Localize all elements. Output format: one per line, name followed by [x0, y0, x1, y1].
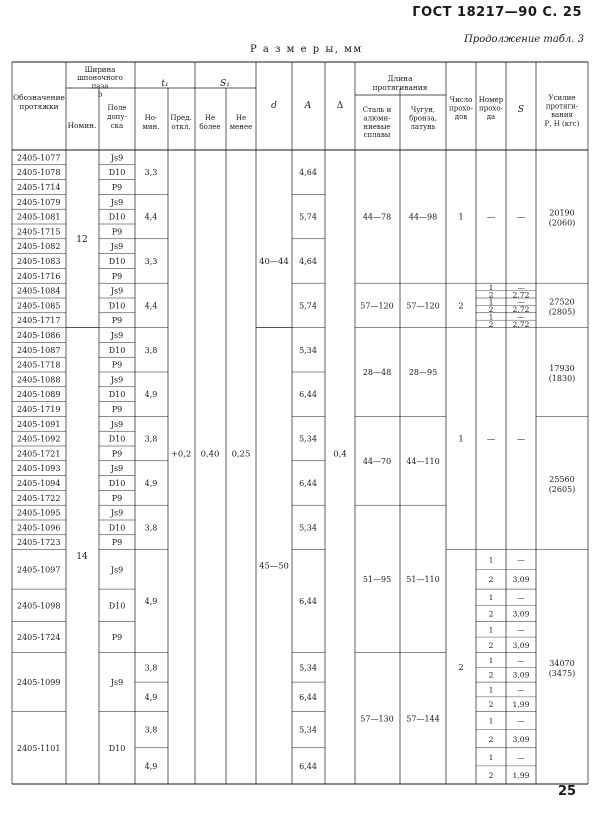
row-designation: 2405-1089 [17, 390, 61, 400]
nominal-width-12: 12 [76, 234, 88, 245]
a-value: 5,34 [299, 663, 317, 673]
length-steel: 57—130 [360, 714, 394, 724]
force-value-n: 34070 [549, 658, 575, 668]
s-dash: — [517, 593, 525, 603]
row-tolerance-field: P9 [111, 183, 123, 192]
row-tolerance-field: Js9 [110, 419, 124, 429]
diameter-range-2: 45—50 [259, 560, 289, 571]
delta-value: 0,4 [333, 448, 347, 459]
iron-header: латунь [410, 122, 436, 131]
slot-width-header: Ширина [84, 66, 116, 74]
row-tolerance-field: D10 [108, 434, 126, 444]
s1-min-value: 0,25 [231, 448, 251, 459]
t1-value: 4,9 [144, 597, 158, 607]
length-iron: 57—144 [406, 714, 440, 724]
force-value-n: 27520 [549, 297, 575, 307]
s-dash: — [517, 282, 525, 292]
s-value: 1,99 [512, 700, 530, 710]
slot-width-header: паза [91, 82, 109, 91]
length-iron: 44—110 [406, 456, 440, 466]
a-value: 4,64 [299, 257, 317, 266]
row-designation: 2405-1719 [17, 405, 61, 414]
s1-max-value: 0,40 [200, 448, 220, 459]
force-value-kgf: (1830) [548, 374, 576, 383]
row-tolerance-field: D10 [108, 301, 126, 311]
sub-pass-2: 2 [488, 640, 494, 650]
pass-count-header: Число [449, 96, 473, 104]
row-designation: 2405-1722 [17, 493, 61, 503]
sub-pass-1: 1 [488, 716, 494, 726]
t1-value: 4,4 [144, 212, 158, 222]
tolerance-field-header: ска [110, 122, 124, 130]
row-tolerance-field: P9 [111, 271, 123, 281]
row-designation: 2405-1094 [17, 479, 61, 488]
row-tolerance-field: Js9 [110, 242, 124, 252]
row-designation: 2405-1092 [17, 434, 61, 444]
force-value-n: 20190 [549, 208, 575, 218]
pass-count-header: дов [454, 113, 468, 122]
row-tolerance-field: Js9 [110, 153, 124, 163]
row-tolerance-field: Js9 [110, 375, 124, 385]
a-value: 6,44 [299, 597, 317, 607]
row-designation: 2405-1723 [17, 538, 61, 548]
row-tolerance-field: P9 [111, 405, 123, 414]
row-tolerance-field: Js9 [110, 197, 124, 207]
row-tolerance-field: P9 [111, 316, 123, 326]
s-dash: — [517, 555, 525, 565]
row-tolerance-field: Js9 [110, 508, 124, 518]
force-value-kgf: (2805) [548, 307, 576, 317]
sub-pass-2: 2 [488, 609, 494, 619]
s1-header: S₁ [220, 79, 230, 89]
force-header: Усилие [548, 94, 576, 102]
s-dash: — [517, 655, 525, 665]
t1-value: 3,8 [144, 523, 158, 533]
a-value: 5,34 [299, 434, 317, 444]
row-designation: 2405-1096 [17, 523, 61, 533]
s1-min-header: Не [235, 114, 247, 122]
row-designation: 2405-1715 [17, 227, 61, 237]
steel-header: алюми- [363, 114, 391, 123]
row-designation: 2405-1085 [17, 301, 61, 311]
row-tolerance-field: Js9 [110, 464, 124, 474]
s-value: 2,72 [512, 290, 530, 300]
s-dash: — [516, 433, 526, 444]
pass-count: 1 [458, 433, 464, 444]
t1-value: 3,8 [144, 663, 158, 673]
a-value: 6,44 [299, 479, 317, 488]
length-iron: 51—110 [406, 574, 440, 584]
sub-pass-1: 1 [488, 297, 494, 307]
sizes-title: Р а з м е р ы, мм [250, 44, 363, 55]
designation-header: Обозначение [13, 93, 65, 102]
s-dash: — [517, 685, 525, 695]
a-value: 5,34 [299, 725, 317, 735]
row-designation: 2405-1093 [17, 464, 61, 474]
row-designation: 2405-1098 [17, 601, 61, 611]
pass-count: 2 [458, 661, 464, 672]
s-value: 3,09 [512, 640, 530, 650]
length-steel: 44—78 [362, 212, 392, 222]
row-designation: 2405-1079 [17, 197, 61, 207]
pass-count-header: прохо- [449, 104, 473, 113]
t1-value: 4,9 [144, 761, 158, 771]
s-value: 2,72 [512, 319, 530, 329]
row-tolerance-field: D10 [108, 479, 126, 488]
row-designation: 2405-1081 [17, 212, 61, 222]
a-value: 6,44 [299, 390, 317, 400]
t1-nominal-header: мин. [142, 123, 160, 131]
sub-pass-2: 2 [488, 305, 494, 315]
sub-pass-2: 2 [488, 700, 494, 710]
force-value-n: 17930 [549, 364, 575, 373]
diameter-range-1: 40—44 [259, 256, 289, 266]
pass-number-dash: — [486, 433, 496, 444]
t1-value: 4,9 [144, 390, 158, 400]
slot-width-header: b [97, 90, 103, 99]
tolerance-field-header: Поле [107, 104, 127, 112]
s-dash: — [517, 752, 525, 762]
t1-deviation-header: откл. [171, 123, 191, 131]
steel-header: ниевые [363, 122, 391, 131]
row-tolerance-field: P9 [111, 538, 123, 548]
a-value: 5,74 [299, 212, 317, 222]
length-steel: 28—48 [362, 368, 392, 377]
table-continuation-note: Продолжение табл. 3 [464, 34, 584, 45]
row-designation: 2405-1084 [17, 286, 61, 296]
designation-header: протяжки [19, 102, 59, 111]
page-number: 25 [558, 784, 577, 799]
sub-pass-2: 2 [488, 290, 494, 300]
row-designation: 2405-1077 [17, 153, 61, 163]
force-value-kgf: (3475) [548, 668, 576, 678]
s-value: 3,09 [512, 575, 530, 585]
row-designation: 2405-1721 [17, 449, 61, 459]
length-steel: 51—95 [362, 574, 392, 584]
a-value: 4,64 [299, 168, 317, 178]
s-dash: — [517, 312, 525, 322]
s1-min-header: менее [229, 123, 253, 131]
row-tolerance-field: D10 [108, 212, 126, 222]
pass-number-header: прохо- [479, 104, 503, 113]
s-dash: — [517, 716, 525, 726]
a-value: 5,34 [299, 345, 317, 355]
force-value-kgf: (2605) [548, 485, 576, 494]
iron-header: Чугун, [410, 106, 436, 114]
pass-count: 2 [458, 300, 464, 311]
row-designation: 2405-1088 [17, 375, 61, 385]
t1-value: 3,8 [144, 434, 158, 444]
pass-number-header: да [486, 113, 496, 122]
row-tolerance-field: D10 [108, 743, 126, 753]
row-tolerance-field: P9 [111, 493, 123, 503]
pass-number-dash: — [486, 211, 496, 222]
s-dash: — [517, 297, 525, 307]
s-value: 1,99 [512, 770, 530, 780]
row-designation: 2405-1717 [17, 316, 61, 326]
a-value: 6,44 [299, 761, 317, 771]
row-designation: 2405-1716 [17, 271, 61, 281]
t1-value: 3,3 [144, 168, 158, 178]
row-tolerance-field: P9 [111, 227, 123, 237]
pass-count: 1 [458, 211, 464, 222]
sub-pass-2: 2 [488, 670, 494, 680]
row-tolerance-field: D10 [108, 601, 126, 611]
length-iron: 44—98 [408, 212, 438, 222]
s-dash: — [516, 211, 526, 222]
force-header: вания [551, 111, 573, 120]
force-header: Р, Н (кгс) [544, 119, 580, 128]
slot-width-header: шпоночного [77, 74, 123, 83]
force-header: протяги- [545, 102, 579, 111]
sub-pass-1: 1 [488, 593, 494, 603]
row-tolerance-field: D10 [108, 390, 126, 400]
row-tolerance-field: D10 [108, 523, 126, 533]
row-tolerance-field: Js9 [110, 678, 124, 688]
sub-pass-1: 1 [488, 282, 494, 292]
row-designation: 2405-1101 [17, 743, 61, 753]
length-steel: 57—120 [360, 301, 394, 311]
row-designation: 2405-1078 [17, 168, 61, 178]
t1-value: 4,9 [144, 479, 158, 488]
s1-max-header: Не [204, 114, 216, 122]
sub-pass-1: 1 [488, 625, 494, 635]
broaching-length-header: Длина [387, 74, 413, 83]
sub-pass-1: 1 [488, 752, 494, 762]
row-designation: 2405-1087 [17, 345, 61, 355]
s-dash: — [517, 625, 525, 635]
sub-pass-2: 2 [488, 734, 494, 744]
force-value-kgf: (2060) [548, 218, 576, 228]
tolerance-field-header: допу- [107, 113, 127, 121]
row-designation: 2405-1086 [17, 331, 61, 340]
s1-max-header: более [199, 123, 221, 131]
row-tolerance-field: P9 [111, 360, 123, 370]
length-iron: 28—95 [408, 368, 438, 377]
steel-header: сплавы [363, 131, 391, 140]
s-value: 2,72 [512, 305, 530, 315]
a-value: 6,44 [299, 692, 317, 702]
nominal-header: Номин. [67, 121, 97, 130]
row-tolerance-field: Js9 [110, 565, 124, 575]
force-value-n: 25560 [549, 475, 575, 484]
pass-number-header: Номер [478, 96, 504, 104]
row-tolerance-field: P9 [111, 633, 123, 643]
row-tolerance-field: D10 [108, 257, 126, 266]
broaching-length-header: протягивания [372, 83, 428, 92]
gost-heading: ГОСТ 18217—90 С. 25 [412, 5, 582, 20]
steel-header: Сталь и [362, 106, 392, 114]
row-tolerance-field: D10 [108, 345, 126, 355]
t1-deviation-header: Пред. [170, 114, 192, 122]
t1-value: 4,9 [144, 692, 158, 702]
row-tolerance-field: P9 [111, 449, 123, 459]
t1-nominal-header: Но- [144, 114, 158, 122]
t1-value: 4,4 [144, 301, 158, 311]
row-designation: 2405-1714 [17, 183, 61, 192]
sub-pass-1: 1 [488, 555, 494, 565]
delta-header: Δ [336, 101, 344, 111]
sub-pass-2: 2 [488, 770, 494, 780]
row-tolerance-field: Js9 [110, 331, 124, 340]
iron-header: бронза, [409, 114, 437, 123]
t1-deviation-value: +0,2 [170, 448, 192, 459]
sub-pass-1: 1 [488, 685, 494, 695]
row-designation: 2405-1099 [17, 678, 61, 688]
a-value: 5,74 [299, 301, 317, 311]
t1-value: 3,8 [144, 725, 158, 735]
row-designation: 2405-1082 [17, 242, 61, 252]
row-designation: 2405-1724 [17, 633, 61, 643]
a-header: A [304, 101, 312, 111]
row-designation: 2405-1091 [17, 419, 61, 429]
length-iron: 57—120 [406, 301, 440, 311]
s-value: 3,09 [512, 670, 530, 680]
s-header: S [517, 105, 525, 115]
s-value: 3,09 [512, 734, 530, 744]
diameter-header: d [271, 101, 277, 111]
t1-value: 3,3 [144, 257, 158, 266]
sub-pass-1: 1 [488, 655, 494, 665]
row-designation: 2405-1097 [17, 565, 61, 575]
row-tolerance-field: Js9 [110, 286, 124, 296]
sub-pass-2: 2 [488, 575, 494, 585]
row-designation: 2405-1083 [17, 257, 61, 266]
row-designation: 2405-1718 [17, 360, 61, 370]
sub-pass-2: 2 [488, 319, 494, 329]
nominal-width-14: 14 [76, 551, 88, 562]
length-steel: 44—70 [362, 456, 392, 466]
row-tolerance-field: D10 [108, 168, 126, 178]
s-value: 3,09 [512, 609, 530, 619]
t1-value: 3,8 [144, 345, 158, 355]
t1-header: t₁ [161, 79, 169, 89]
a-value: 5,34 [299, 523, 317, 533]
sub-pass-1: 1 [488, 312, 494, 322]
row-designation: 2405-1095 [17, 508, 61, 518]
